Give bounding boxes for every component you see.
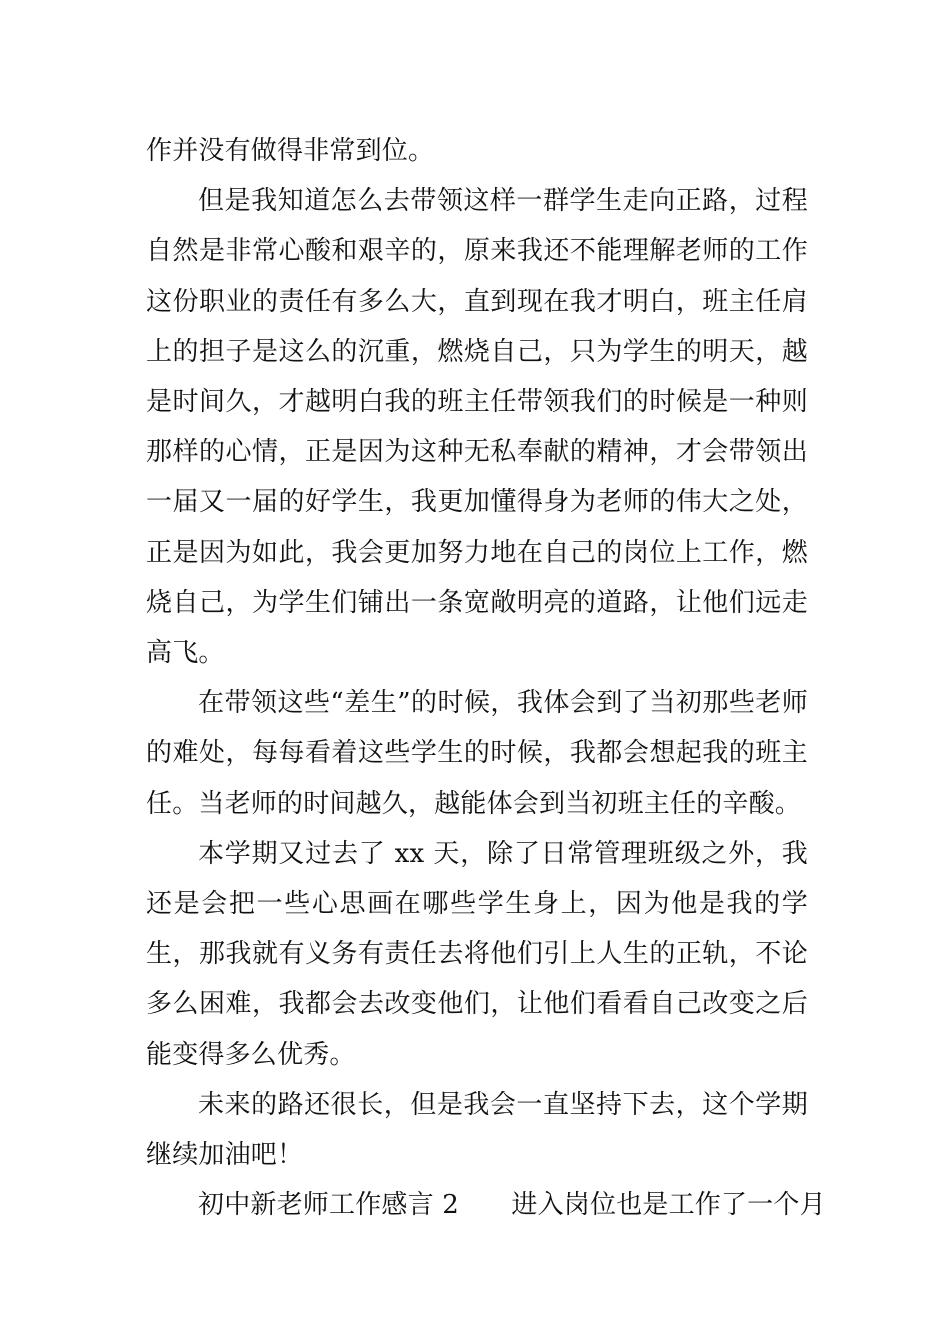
- section-heading-line: 初中新老师工作感言 2 进入岗位也是工作了一个月: [198, 1190, 826, 1221]
- paragraph: 但是我知道怎么去带领这样一群学生走向正路，过程自然是非常心酸和艰辛的，原来我还不能理解老师的工作这份职业的责任有多么大，直到现在我才明白，班主任肩上的担子是这么的沉重，燃烧自己，只为学生的明天，越是时间久，才越明白我的班主任带领我们的时候是一种则那样的心情，正是因为这种无私奉献的精神，才会带领出一届又一届的好学生，我更加懂得身为老师的伟大之处，正是因为如此，我会更加努力地在自己的岗位上工作，燃烧自己，为学生们铺出一条宽敞明亮的道路，让他们远走高飞。: [146, 186, 808, 669]
- document-body: [146, 126, 826, 1230]
- paragraph-continuation: 作并没有做得非常到位。: [146, 136, 435, 166]
- paragraph: 在带领这些“差生”的时候，我体会到了当初那些老师的难处，每每看着这些学生的时候，我都会想起我的班主任。当老师的时间越久，越能体会到当初班主任的辛酸。: [146, 688, 808, 819]
- paragraph: 未来的路还很长，但是我会一直坚持下去，这个学期继续加油吧！: [146, 1089, 808, 1171]
- paragraph: 本学期又过去了 xx 天，除了日常管理班级之外，我还是会把一些心思画在哪些学生身上，因为他是我的学生，那我就有义务有责任去将他们引上人生的正轨，不论多么困难，我都会去改变他们，让他们看看自己改变之后能变得多么优秀。: [146, 838, 808, 1070]
